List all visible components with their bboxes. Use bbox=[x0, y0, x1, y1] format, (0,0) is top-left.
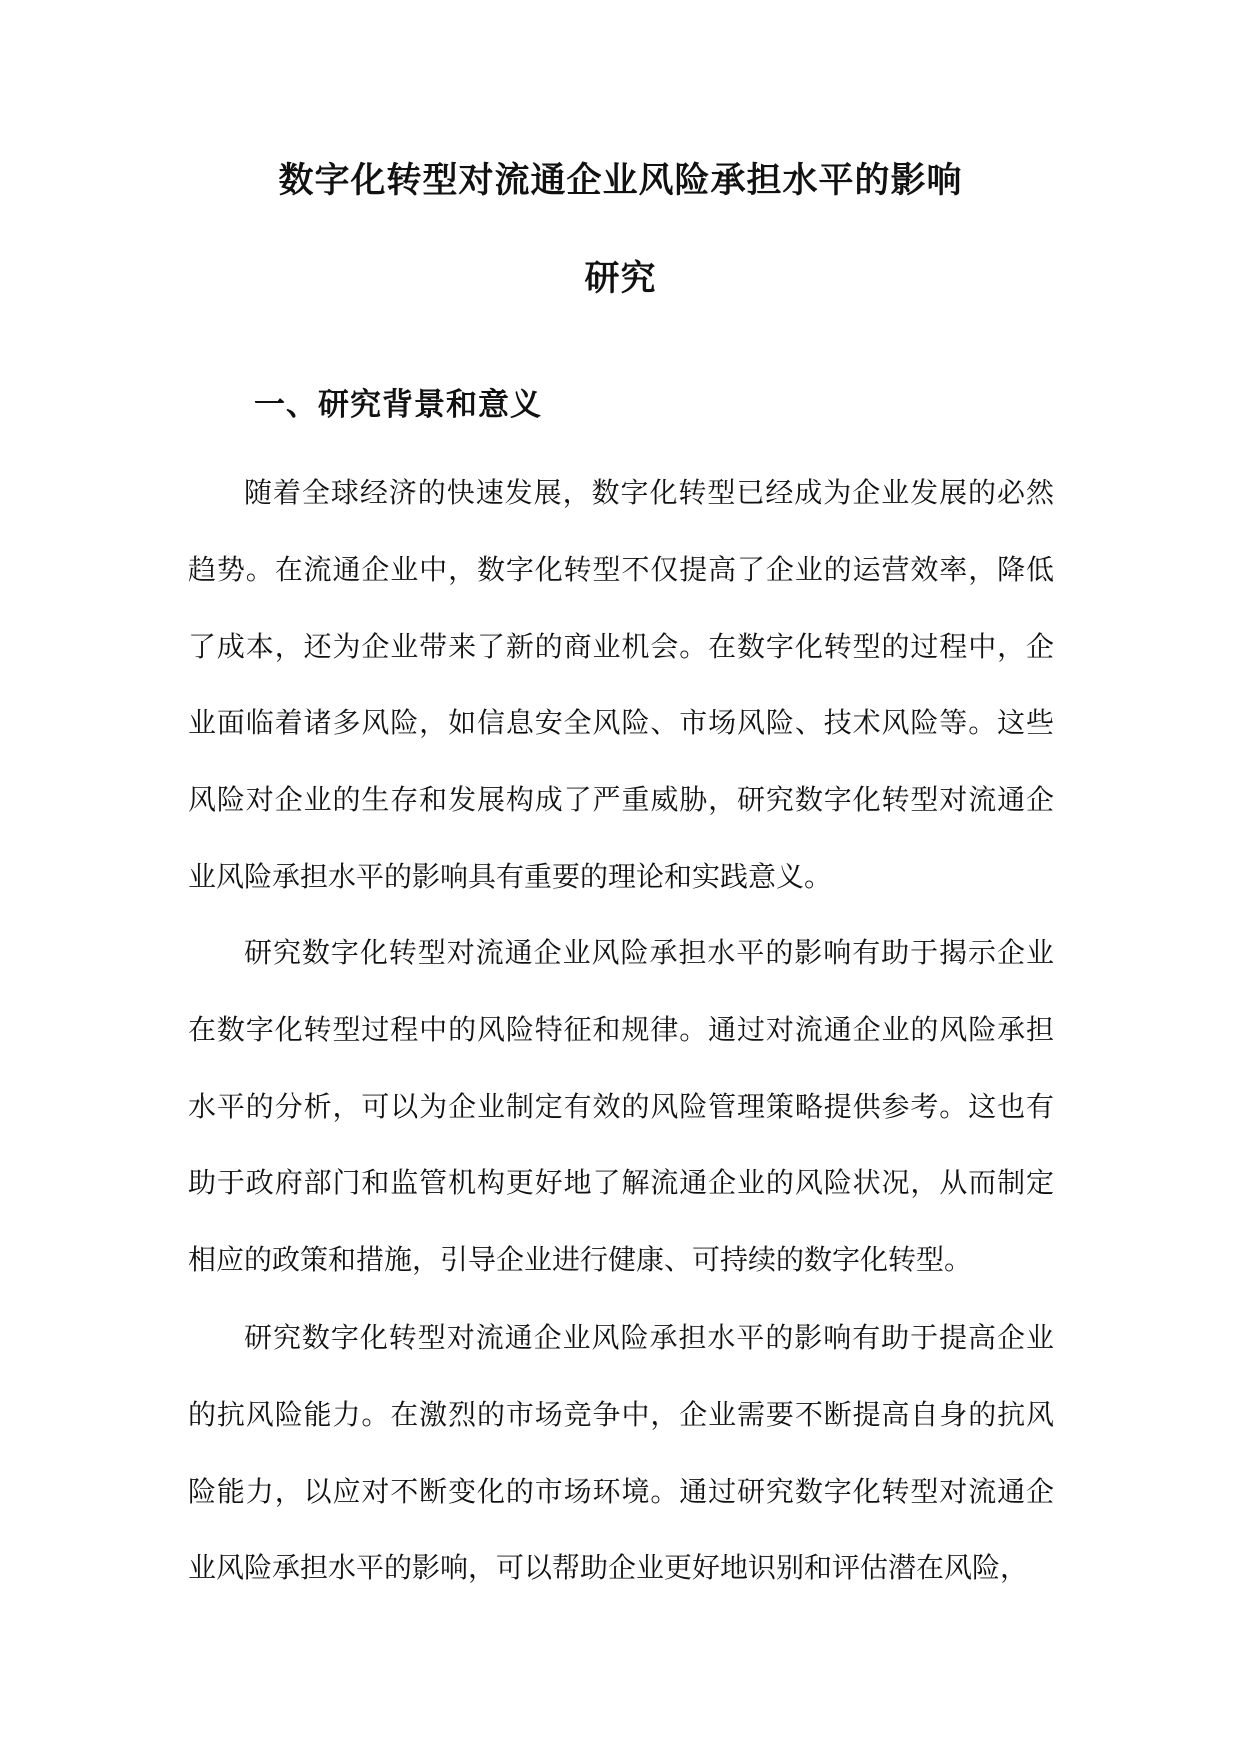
body-paragraph-3: 研究数字化转型对流通企业风险承担水平的影响有助于提高企业的抗风险能力。在激烈的市场竞争中，企业需要不断提高自身的抗风险能力，以应对不断变化的市场环境。通过研究数字化转型对流通企业风险承担水平的影响，可以帮助企业更好地识别和评估潜在风险， bbox=[188, 1321, 1054, 1585]
body-paragraph-2-container bbox=[188, 915, 1054, 1299]
body-paragraph-2: 研究数字化转型对流通企业风险承担水平的影响有助于揭示企业在数字化转型过程中的风险特征和规律。通过对流通企业的风险承担水平的分析，可以为企业制定有效的风险管理策略提供参考。这也有助于政府部门和监管机构更好地了解流通企业的风险状况，从而制定相应的政策和措施，引导企业进行健康、可持续的数字化转型。 bbox=[188, 936, 1054, 1277]
body-paragraph-1-container bbox=[188, 455, 1054, 916]
body-paragraph-3-container bbox=[188, 1300, 1054, 1607]
section-heading: 一、研究背景和意义 bbox=[254, 387, 542, 423]
document-title-line-1: 数字化转型对流通企业风险承担水平的影响 bbox=[278, 160, 963, 201]
document-title-line-2: 研究 bbox=[584, 258, 657, 299]
body-paragraph-1: 随着全球经济的快速发展，数字化转型已经成为企业发展的必然趋势。在流通企业中，数字化转型不仅提高了企业的运营效率，降低了成本，还为企业带来了新的商业机会。在数字化转型的过程中，企业面临着诸多风险，如信息安全风险、市场风险、技术风险等。这些风险对企业的生存和发展构成了严重威胁，研究数字化转型对流通企业风险承担水平的影响具有重要的理论和实践意义。 bbox=[188, 476, 1054, 893]
